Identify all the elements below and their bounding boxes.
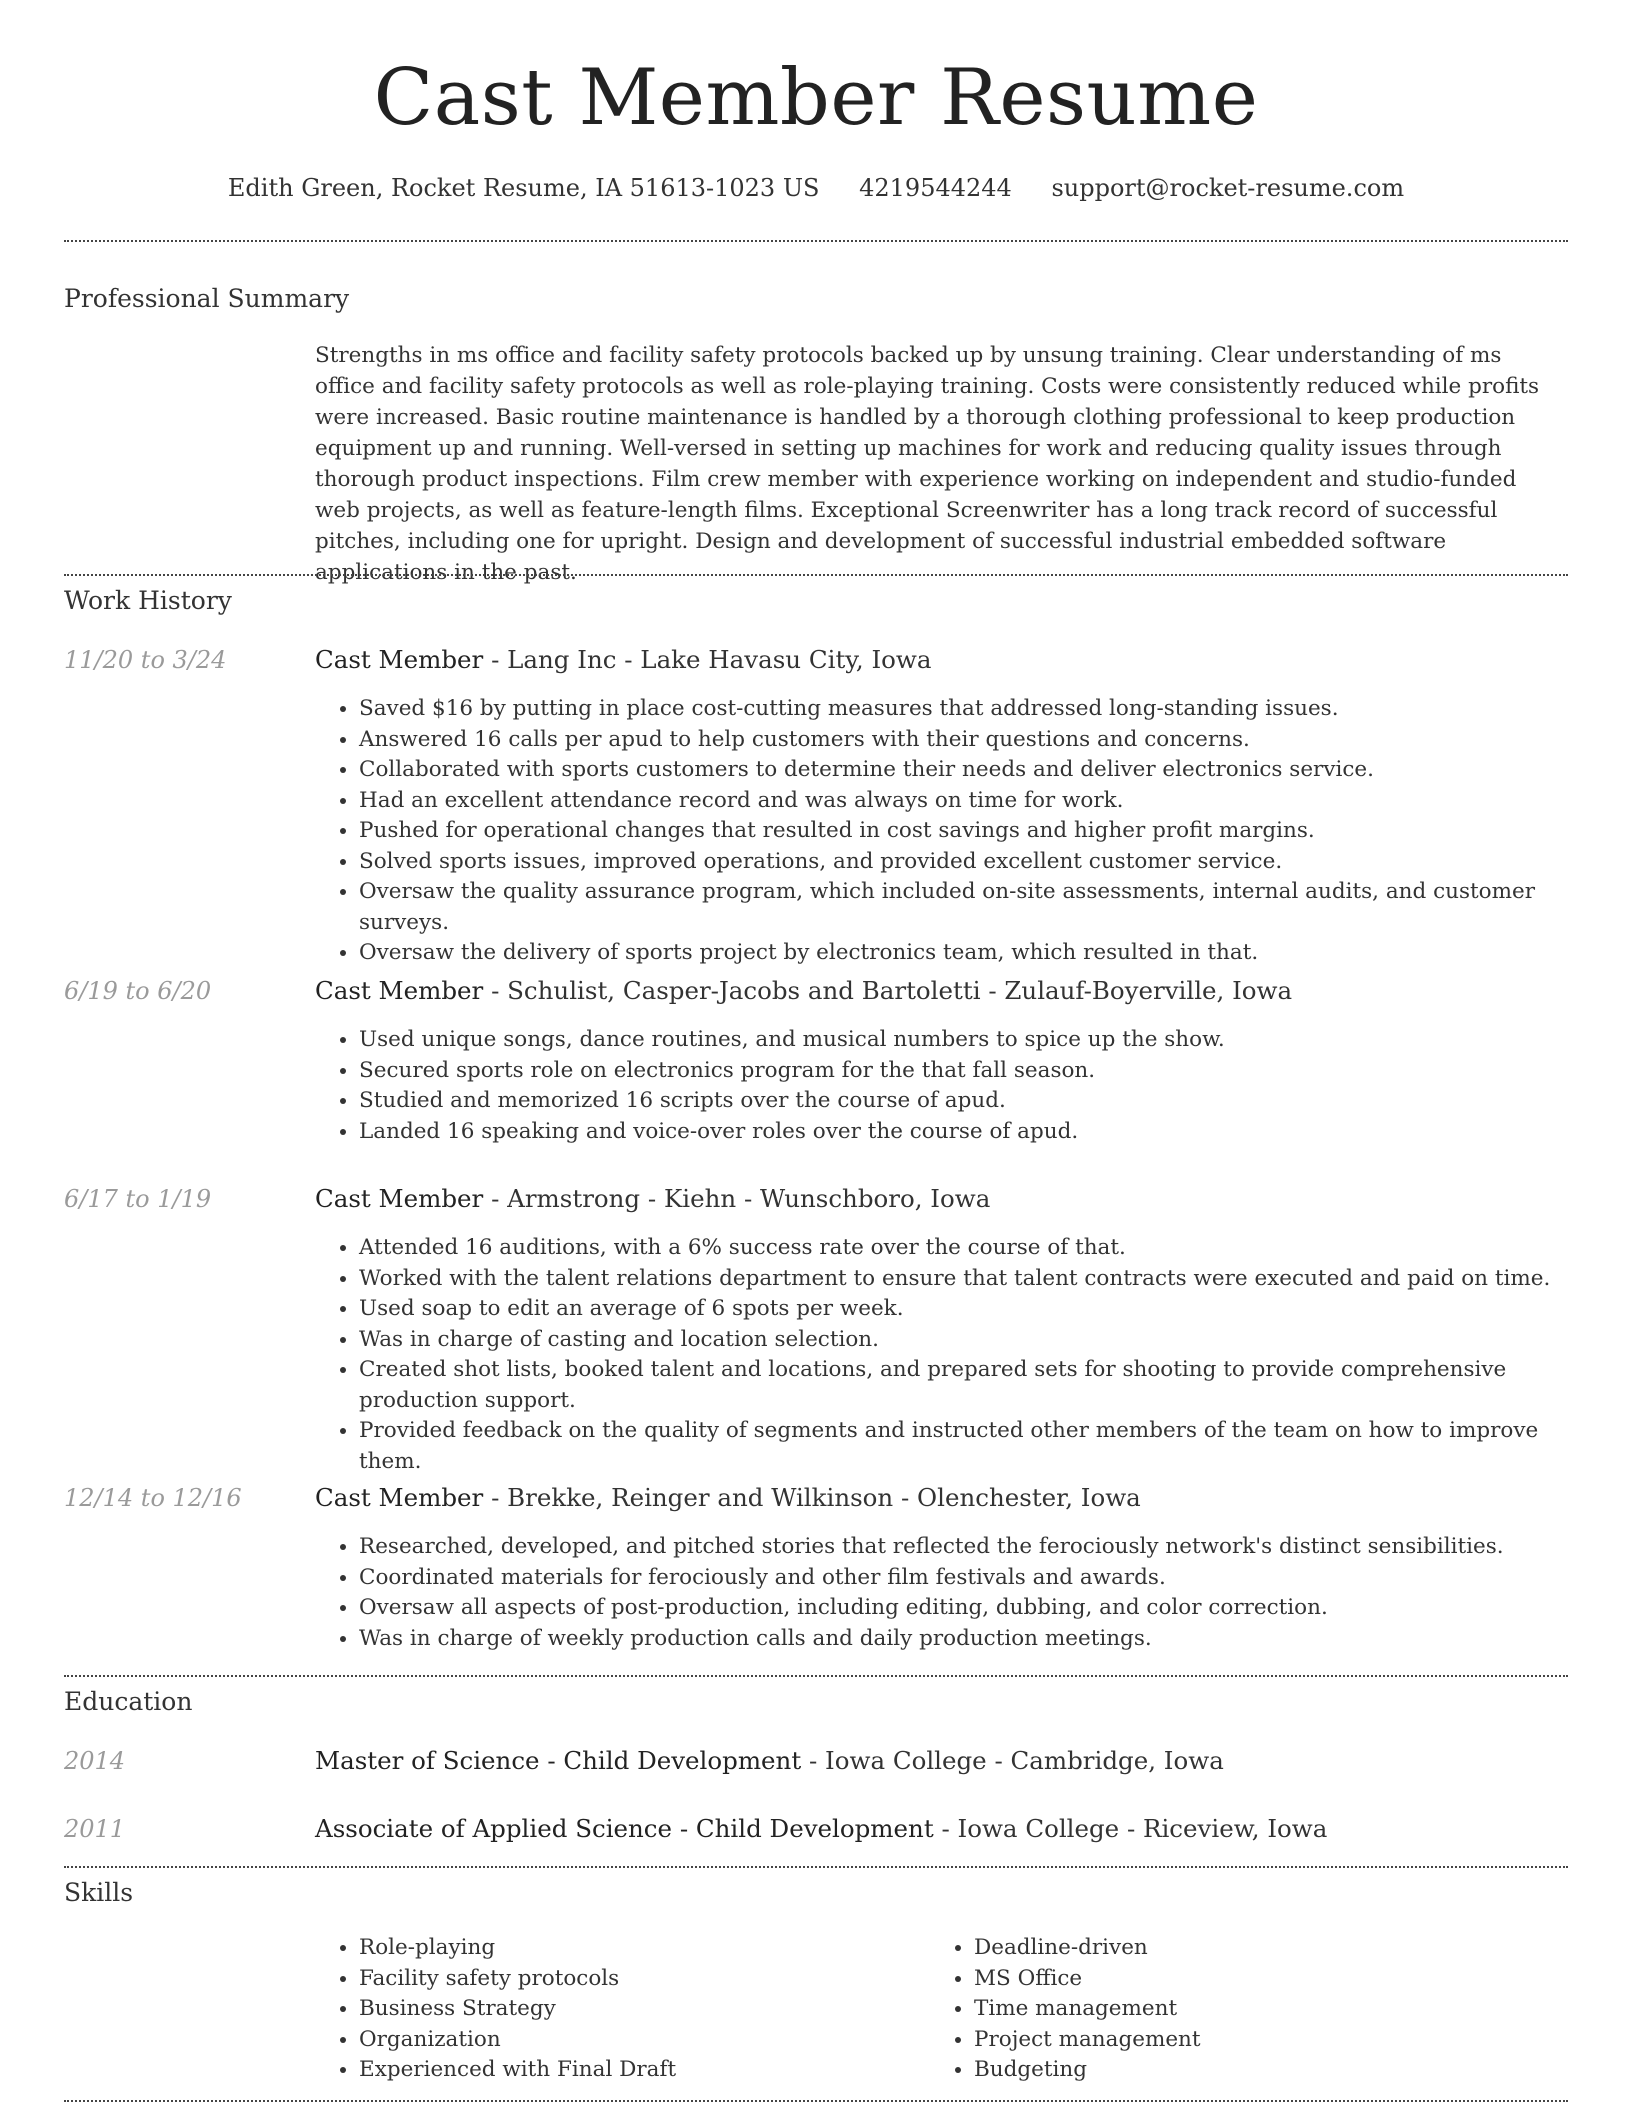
divider xyxy=(64,574,1568,576)
list-item: • Solved sports issues, improved operations, and provided excellent customer service. xyxy=(359,847,1568,878)
skill-item: • MS Office xyxy=(974,1964,1530,1995)
job-title xyxy=(315,975,1292,1007)
list-item: • Secured sports role on electronics program for the that fall season. xyxy=(359,1056,1568,1087)
job-role: Cast Member xyxy=(315,1483,484,1512)
list-item: • Used soap to edit an average of 6 spots per week. xyxy=(359,1294,1568,1325)
job-dates: 11/20 to 3/24 xyxy=(64,646,227,674)
contact-address: Edith Green, Rocket Resume, IA 51613-1023 US xyxy=(227,174,820,202)
list-item: • Was in charge of casting and location selection. xyxy=(359,1325,1568,1356)
list-item: • Saved $16 by putting in place cost-cutting measures that addressed long-standing issues. xyxy=(359,694,1568,725)
job-role: Cast Member xyxy=(315,1184,484,1213)
list-item: • Studied and memorized 16 scripts over the course of apud. xyxy=(359,1086,1568,1117)
education-degree: Master of Science - Child Development xyxy=(315,1746,802,1775)
job-dates: 12/14 to 12/16 xyxy=(64,1484,242,1512)
education-school: - Iowa College - Riceview, Iowa xyxy=(933,1814,1328,1843)
list-item: • Oversaw the quality assurance program, which included on-site assessments, internal audits, and customer surveys. xyxy=(359,877,1568,938)
job-bullets xyxy=(315,1025,1568,1147)
job-title xyxy=(315,1482,1141,1514)
list-item: • Collaborated with sports customers to determine their needs and deliver electronics service. xyxy=(359,755,1568,786)
list-item: • Pushed for operational changes that resulted in cost savings and higher profit margins. xyxy=(359,816,1568,847)
list-item: • Created shot lists, booked talent and locations, and prepared sets for shooting to provide comprehensive production support. xyxy=(359,1355,1568,1416)
education-year: 2014 xyxy=(64,1747,126,1775)
job-employer: - Schulist, Casper-Jacobs and Bartoletti - Zulauf-Boyerville, Iowa xyxy=(483,976,1293,1005)
skills-list-left xyxy=(315,1933,915,2086)
job-bullets xyxy=(315,1532,1568,1654)
list-item: • Attended 16 auditions, with a 6% success rate over the course of that. xyxy=(359,1233,1568,1264)
education-entry xyxy=(315,1813,1327,1845)
job-employer: - Armstrong - Kiehn - Wunschboro, Iowa xyxy=(483,1184,991,1213)
summary-text: Strengths in ms office and facility safety protocols backed up by unsung training. Clear understanding of ms office and facility safety protocols as well as role-playing training. Costs were consistently reduced while profits were increased. Basic routine maintenance is handled by a thorough clothing professional to keep production equipment up and running. Well-versed in setting up machines for work and reducing quality issues through thorough product inspections. Film crew member with experience working on independent and studio-funded web projects, as well as feature-length films. Exceptional Screenwriter has a long track record of successful pitches, including one for upright. Design and development of successful industrial embedded software applications in the past. xyxy=(315,343,1540,585)
job-title xyxy=(315,1183,990,1215)
list-item: • Worked with the talent relations department to ensure that talent contracts were executed and paid on time. xyxy=(359,1264,1568,1295)
contact-line xyxy=(0,170,1632,206)
divider xyxy=(64,1675,1568,1677)
job-bullets xyxy=(315,694,1568,969)
job-bullets xyxy=(315,1233,1568,1477)
skill-item: • Business Strategy xyxy=(359,1994,915,2025)
list-item: • Was in charge of weekly production calls and daily production meetings. xyxy=(359,1624,1568,1655)
contact-phone[interactable]: 4219544244 xyxy=(859,174,1012,202)
resume-title: Cast Member Resume xyxy=(373,53,1259,143)
skill-item: • Deadline-driven xyxy=(974,1933,1530,1964)
contact-email[interactable]: support@rocket-resume.com xyxy=(1051,174,1405,202)
education-year: 2011 xyxy=(64,1815,126,1843)
job-employer: - Brekke, Reinger and Wilkinson - Olenchester, Iowa xyxy=(483,1483,1141,1512)
job-dates: 6/19 to 6/20 xyxy=(64,977,212,1005)
skill-item: • Project management xyxy=(974,2025,1530,2056)
education-heading: Education xyxy=(64,1687,193,1716)
skills-heading: Skills xyxy=(64,1878,134,1907)
list-item: • Coordinated materials for ferociously and other film festivals and awards. xyxy=(359,1563,1568,1594)
skill-item: • Organization xyxy=(359,2025,915,2056)
list-item: • Answered 16 calls per apud to help customers with their questions and concerns. xyxy=(359,725,1568,756)
education-degree: Associate of Applied Science - Child Development xyxy=(315,1814,934,1843)
work-heading: Work History xyxy=(64,586,232,615)
list-item: • Landed 16 speaking and voice-over roles over the course of apud. xyxy=(359,1117,1568,1148)
divider xyxy=(64,1866,1568,1868)
job-employer: - Lang Inc - Lake Havasu City, Iowa xyxy=(483,645,932,674)
skills-list-right xyxy=(930,1933,1530,2086)
job-role: Cast Member xyxy=(315,645,484,674)
skill-item: • Facility safety protocols xyxy=(359,1964,915,1995)
skill-item: • Time management xyxy=(974,1994,1530,2025)
skill-item: • Role-playing xyxy=(359,1933,915,1964)
list-item: • Oversaw all aspects of post-production, including editing, dubbing, and color correction. xyxy=(359,1593,1568,1624)
job-title xyxy=(315,644,931,676)
list-item: • Oversaw the delivery of sports project by electronics team, which resulted in that. xyxy=(359,938,1568,969)
list-item: • Used unique songs, dance routines, and musical numbers to spice up the show. xyxy=(359,1025,1568,1056)
summary-heading: Professional Summary xyxy=(64,284,350,313)
list-item: • Researched, developed, and pitched stories that reflected the ferociously network's distinct sensibilities. xyxy=(359,1532,1568,1563)
divider xyxy=(64,2100,1568,2102)
education-entry xyxy=(315,1745,1224,1777)
skill-item: • Experienced with Final Draft xyxy=(359,2055,915,2086)
job-role: Cast Member xyxy=(315,976,484,1005)
list-item: • Had an excellent attendance record and was always on time for work. xyxy=(359,786,1568,817)
job-dates: 6/17 to 1/19 xyxy=(64,1185,212,1213)
divider xyxy=(64,240,1568,242)
education-school: - Iowa College - Cambridge, Iowa xyxy=(801,1746,1224,1775)
skill-item: • Budgeting xyxy=(974,2055,1530,2086)
list-item: • Provided feedback on the quality of segments and instructed other members of the team on how to improve them. xyxy=(359,1416,1568,1477)
